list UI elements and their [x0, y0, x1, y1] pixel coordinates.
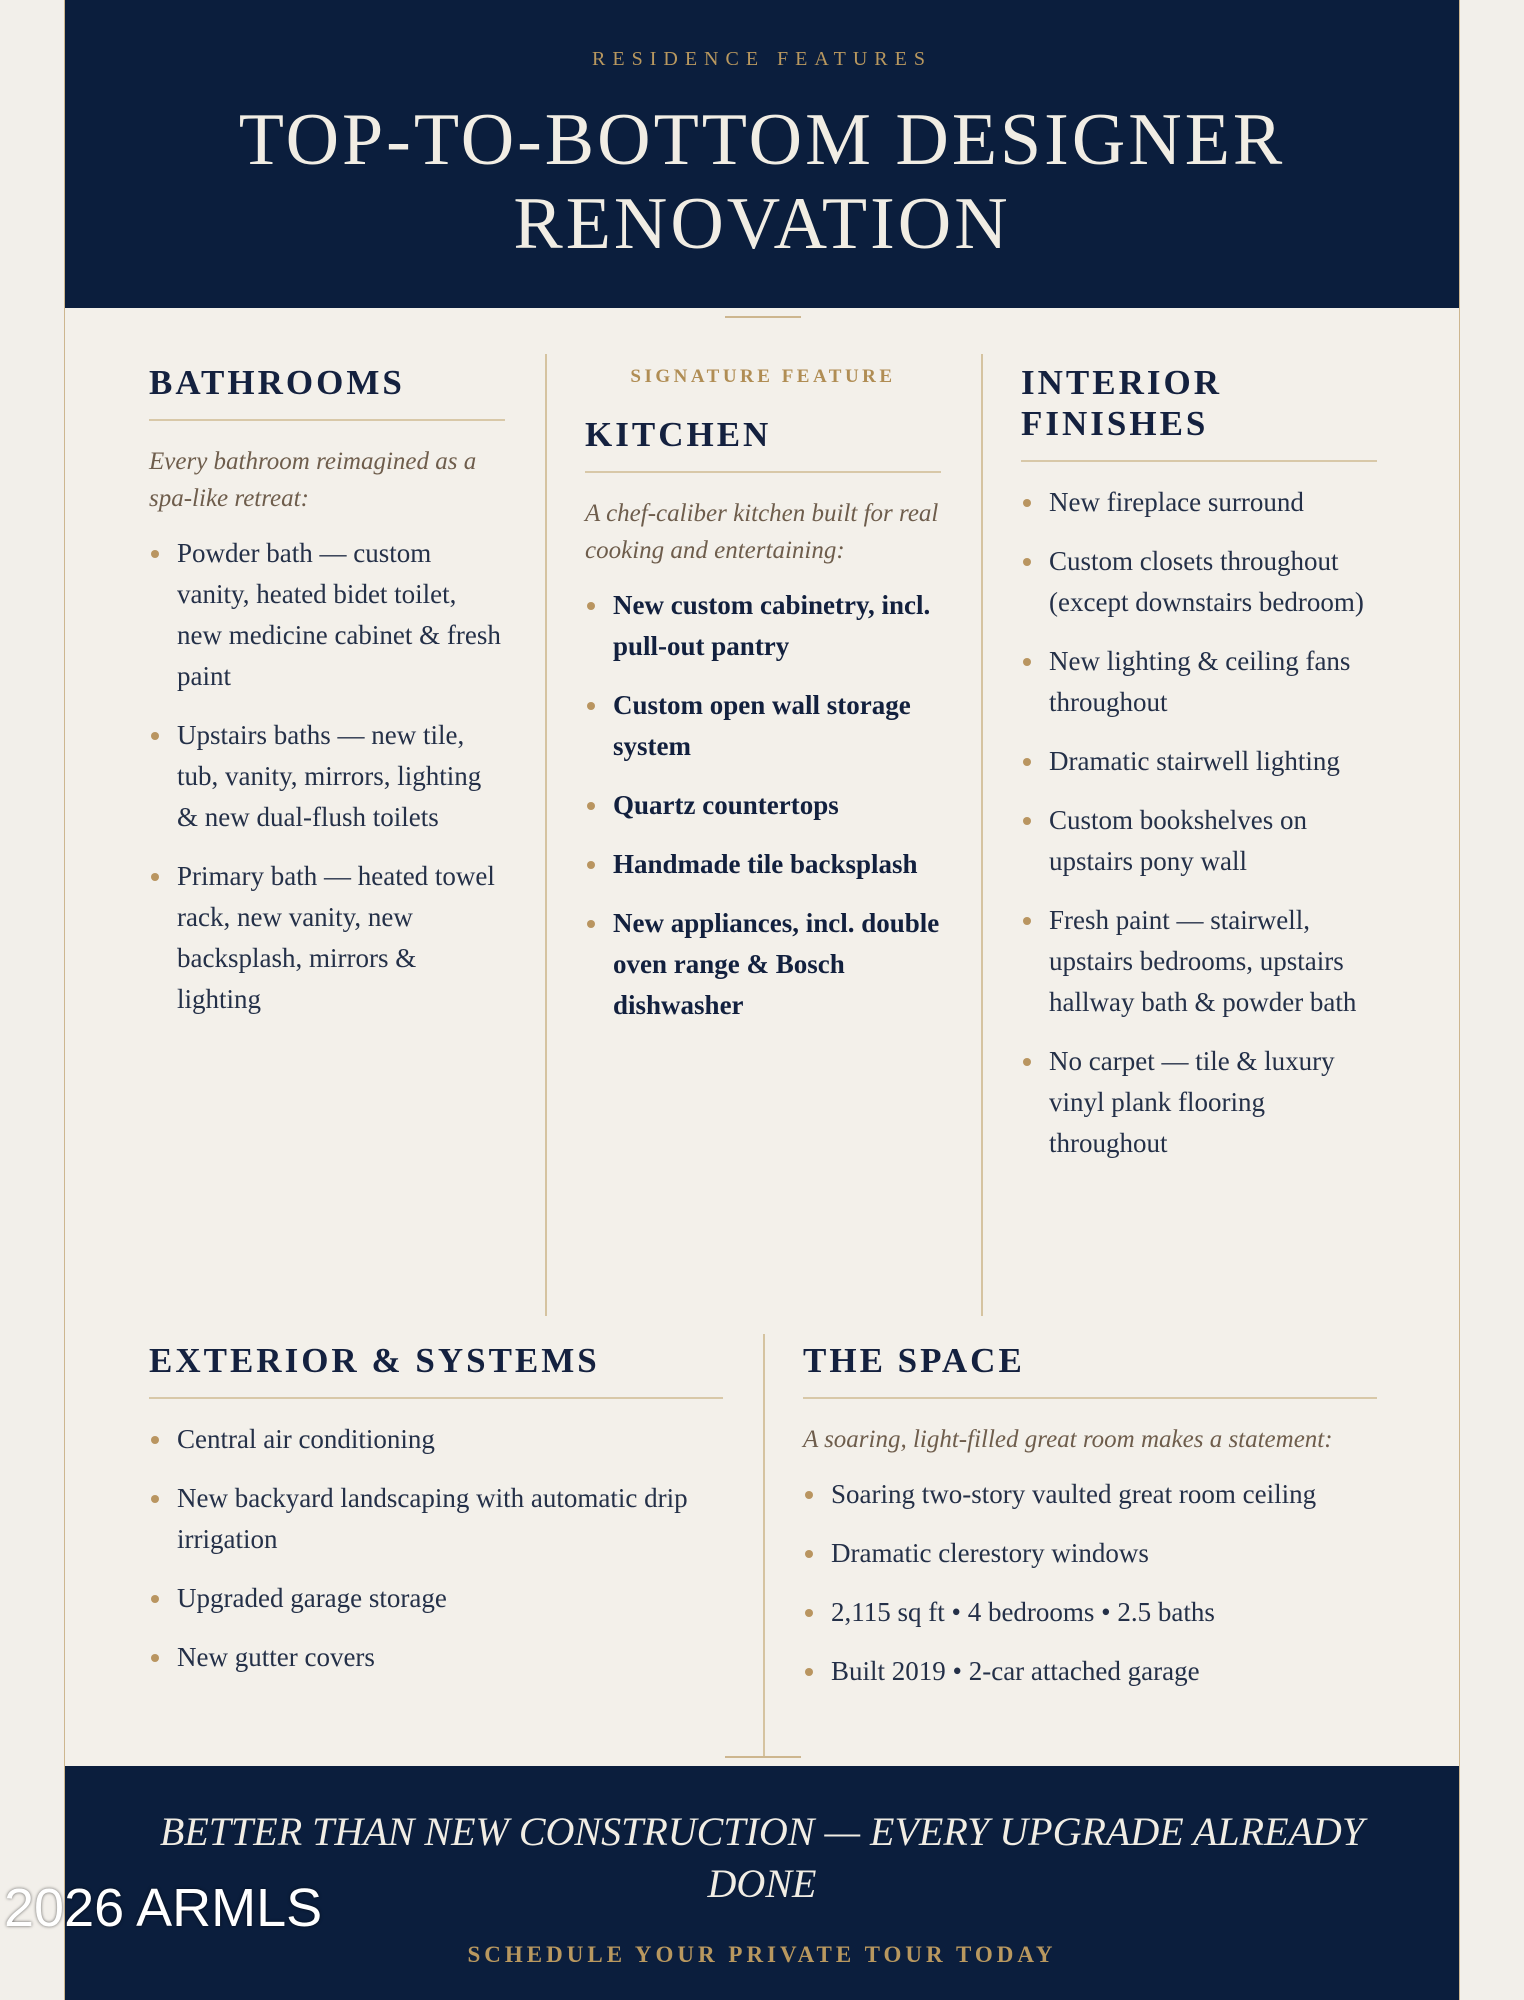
exterior-systems-section: [149, 1340, 723, 1696]
ornament-tick-bottom: [725, 1756, 801, 1758]
list-item: Handmade tile backsplash: [585, 844, 941, 885]
bathrooms-list: [149, 533, 505, 1020]
kitchen-list: [585, 585, 941, 1026]
section-rule: [585, 471, 941, 473]
section-rule: [803, 1397, 1377, 1399]
hero-banner: [65, 0, 1459, 308]
list-item: Upgraded garage storage: [149, 1578, 723, 1619]
list-item: New appliances, incl. double oven range & Bosch dishwasher: [585, 903, 941, 1026]
feature-sheet: [64, 0, 1460, 2000]
list-item: Custom open wall storage system: [585, 685, 941, 767]
section-eyebrow: RESIDENCE FEATURES: [592, 48, 932, 70]
page-title: TOP-TO-BOTTOM DESIGNER RENOVATION: [238, 99, 1286, 265]
list-item: 2,115 sq ft • 4 bedrooms • 2.5 baths: [803, 1592, 1377, 1633]
kitchen-section: [585, 366, 941, 1044]
space-heading: THE SPACE: [803, 1341, 1025, 1380]
list-item: Built 2019 • 2-car attached garage: [803, 1651, 1377, 1692]
list-item: New fireplace surround: [1021, 482, 1377, 523]
list-item: Dramatic clerestory windows: [803, 1533, 1377, 1574]
list-item: Soaring two-story vaulted great room ceiling: [803, 1474, 1377, 1515]
bathrooms-section: [149, 362, 505, 1038]
kitchen-heading: KITCHEN: [585, 415, 772, 454]
signature-kicker: SIGNATURE FEATURE: [630, 366, 896, 387]
exterior-heading: EXTERIOR & SYSTEMS: [149, 1341, 600, 1380]
list-item: Central air conditioning: [149, 1419, 723, 1460]
list-item: Custom bookshelves on upstairs pony wall: [1021, 800, 1377, 882]
list-item: Fresh paint — stairwell, upstairs bedrooms, upstairs hallway bath & powder bath: [1021, 900, 1377, 1023]
list-item: Primary bath — heated towel rack, new vanity, new backsplash, mirrors & lighting: [149, 856, 505, 1020]
column-divider-bottom: [763, 1334, 765, 1758]
kitchen-intro: A chef-caliber kitchen built for real cooking and entertaining:: [585, 500, 939, 564]
footer-tagline: BETTER THAN NEW CONSTRUCTION — EVERY UPGRADE ALREADY DONE: [159, 1809, 1365, 1906]
list-item: New lighting & ceiling fans throughout: [1021, 641, 1377, 723]
list-item: Dramatic stairwell lighting: [1021, 741, 1377, 782]
ornament-tick-top: [725, 316, 801, 318]
list-item: Powder bath — custom vanity, heated bidet toilet, new medicine cabinet & fresh paint: [149, 533, 505, 697]
list-item: New gutter covers: [149, 1637, 723, 1678]
list-item: New custom cabinetry, incl. pull-out pantry: [585, 585, 941, 667]
space-list: [803, 1474, 1377, 1692]
column-divider-right: [981, 354, 983, 1316]
section-rule: [149, 419, 505, 421]
bathrooms-intro: Every bathroom reimagined as a spa-like retreat:: [149, 448, 477, 512]
the-space-section: [803, 1340, 1377, 1710]
interior-list: [1021, 482, 1377, 1164]
section-rule: [1021, 460, 1377, 462]
interior-heading: INTERIOR FINISHES: [1021, 363, 1222, 443]
tour-call-to-action: SCHEDULE YOUR PRIVATE TOUR TODAY: [467, 1942, 1057, 1967]
list-item: Custom closets throughout (except downstairs bedroom): [1021, 541, 1377, 623]
list-item: Quartz countertops: [585, 785, 941, 826]
section-rule: [149, 1397, 723, 1399]
list-item: New backyard landscaping with automatic drip irrigation: [149, 1478, 723, 1560]
exterior-list: [149, 1419, 723, 1678]
copyright-watermark: 2026 ARMLS: [4, 1878, 323, 1938]
list-item: Upstairs baths — new tile, tub, vanity, mirrors, lighting & new dual-flush toilets: [149, 715, 505, 838]
space-intro: A soaring, light-filled great room makes a statement:: [803, 1426, 1333, 1453]
column-divider-left: [545, 354, 547, 1316]
interior-finishes-section: [1021, 362, 1377, 1182]
list-item: No carpet — tile & luxury vinyl plank flooring throughout: [1021, 1041, 1377, 1164]
bathrooms-heading: BATHROOMS: [149, 363, 405, 402]
